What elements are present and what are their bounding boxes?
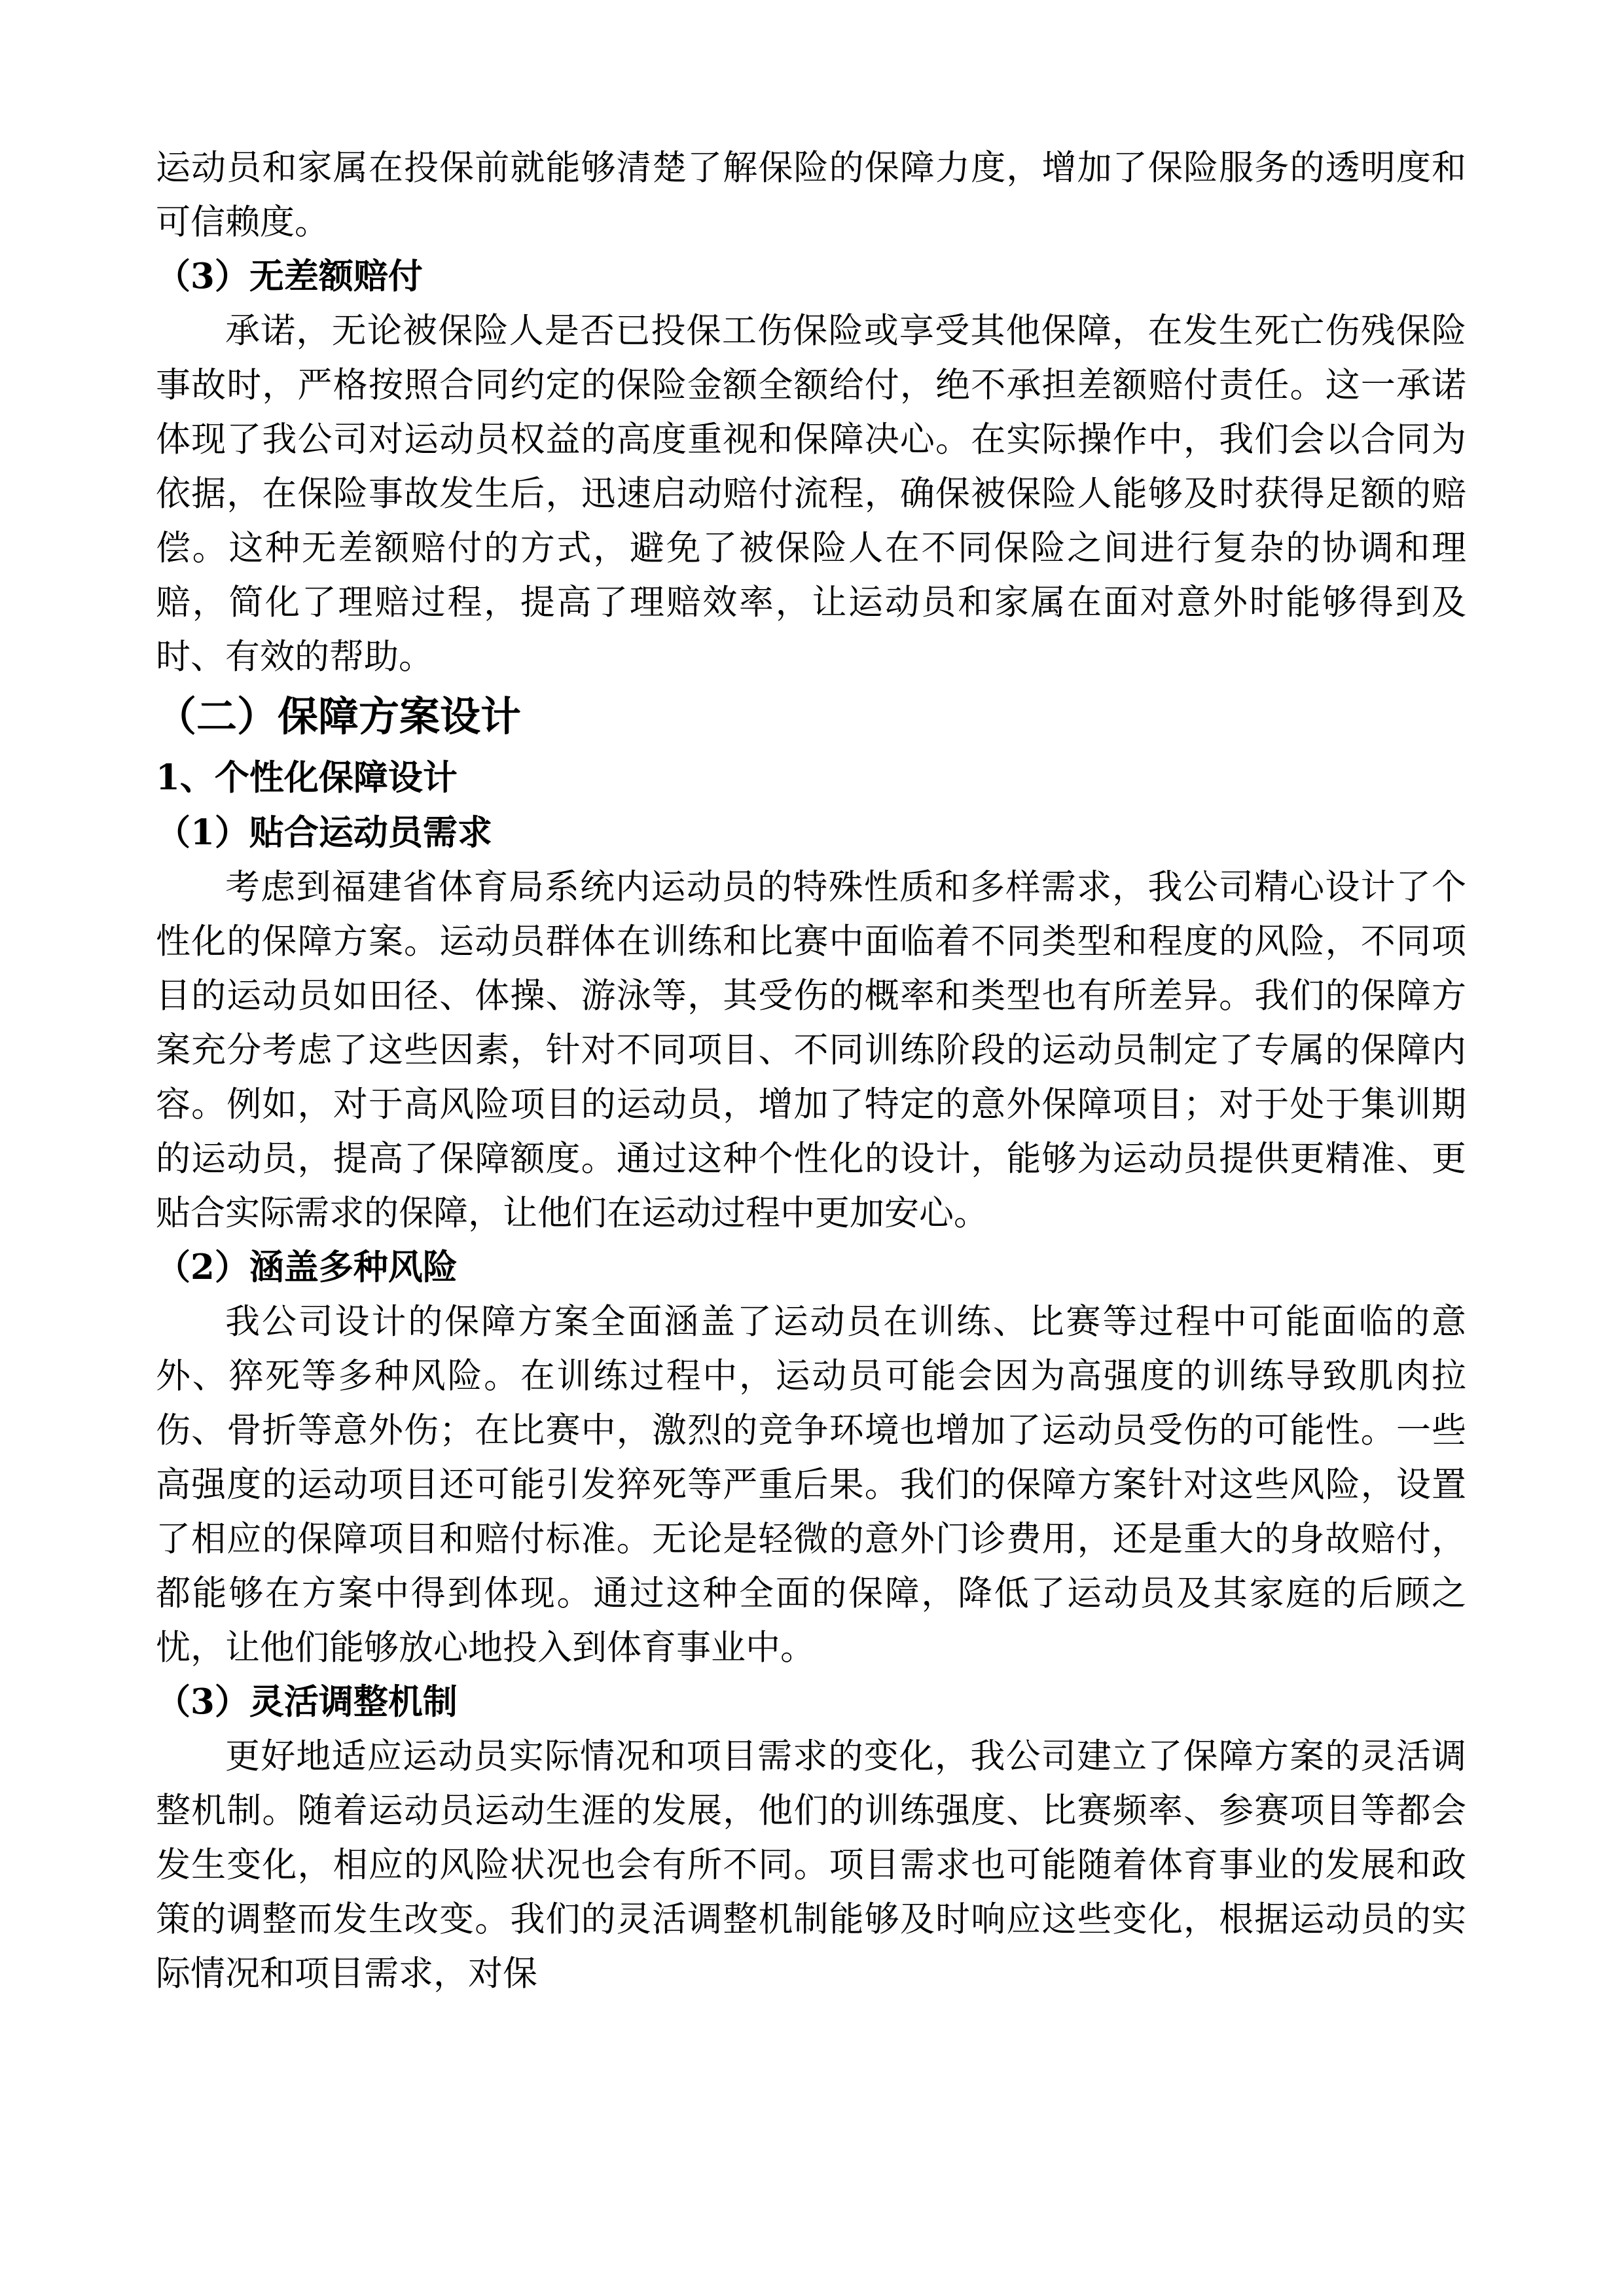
- paragraph-fit-athlete-needs: 考虑到福建省体育局系统内运动员的特殊性质和多样需求，我公司精心设计了个性化的保障方案。运动员群体在训练和比赛中面临着不同类型和程度的风险，不同项目的运动员如田径、体操、游泳等，其受伤的概率和类型也有所差异。我们的保障方案充分考虑了这些因素，针对不同项目、不同训练阶段的运动员制定了专属的保障内容。例如，对于高风险项目的运动员，增加了特定的意外保障项目；对于处于集训期的运动员，提高了保障额度。通过这种个性化的设计，能够为运动员提供更精准、更贴合实际需求的保障，让他们在运动过程中更加安心。: [156, 867, 1466, 1233]
- heading-section-two-protection-plan-design: （二）保障方案设计: [156, 692, 522, 740]
- paragraph-continued-from-previous-page: 运动员和家属在投保前就能够清楚了解保险的保障力度，增加了保险服务的透明度和可信赖度。: [156, 148, 1466, 242]
- heading-cover-multiple-risks: （2）涵盖多种风险: [156, 1247, 458, 1287]
- heading-flexible-adjustment-mechanism: （3）灵活调整机制: [156, 1681, 458, 1722]
- paragraph-cover-multiple-risks: 我公司设计的保障方案全面涵盖了运动员在训练、比赛等过程中可能面临的意外、猝死等多种风险。在训练过程中，运动员可能会因为高强度的训练导致肌肉拉伤、骨折等意外伤；在比赛中，激烈的竞争环境也增加了运动员受伤的可能性。一些高强度的运动项目还可能引发猝死等严重后果。我们的保障方案针对这些风险，设置了相应的保障项目和赔付标准。无论是轻微的意外门诊费用，还是重大的身故赔付，都能够在方案中得到体现。通过这种全面的保障，降低了运动员及其家庭的后顾之忧，让他们能够放心地投入到体育事业中。: [156, 1302, 1466, 1668]
- heading-no-difference-compensation: （3）无差额赔付: [156, 256, 423, 296]
- paragraph-no-difference-compensation: 承诺，无论被保险人是否已投保工伤保险或享受其他保障，在发生死亡伤残保险事故时，严格按照合同约定的保险金额全额给付，绝不承担差额赔付责任。这一承诺体现了我公司对运动员权益的高度重视和保障决心。在实际操作中，我们会以合同为依据，在保险事故发生后，迅速启动赔付流程，确保被保险人能够及时获得足额的赔偿。这种无差额赔付的方式，避免了被保险人在不同保险之间进行复杂的协调和理赔，简化了理赔过程，提高了理赔效率，让运动员和家属在面对意外时能够得到及时、有效的帮助。: [156, 311, 1466, 677]
- heading-fit-athlete-needs: （1）贴合运动员需求: [156, 812, 492, 853]
- heading-personalized-protection-design: 1、个性化保障设计: [156, 757, 458, 798]
- paragraph-flexible-adjustment-mechanism: 更好地适应运动员实际情况和项目需求的变化，我公司建立了保障方案的灵活调整机制。随着运动员运动生涯的发展，他们的训练强度、比赛频率、参赛项目等都会发生变化，相应的风险状况也会有所不同。项目需求也可能随着体育事业的发展和政策的调整而发生改变。我们的灵活调整机制能够及时响应这些变化，根据运动员的实际情况和项目需求，对保: [156, 1736, 1466, 1994]
- page-content: [156, 141, 1466, 2001]
